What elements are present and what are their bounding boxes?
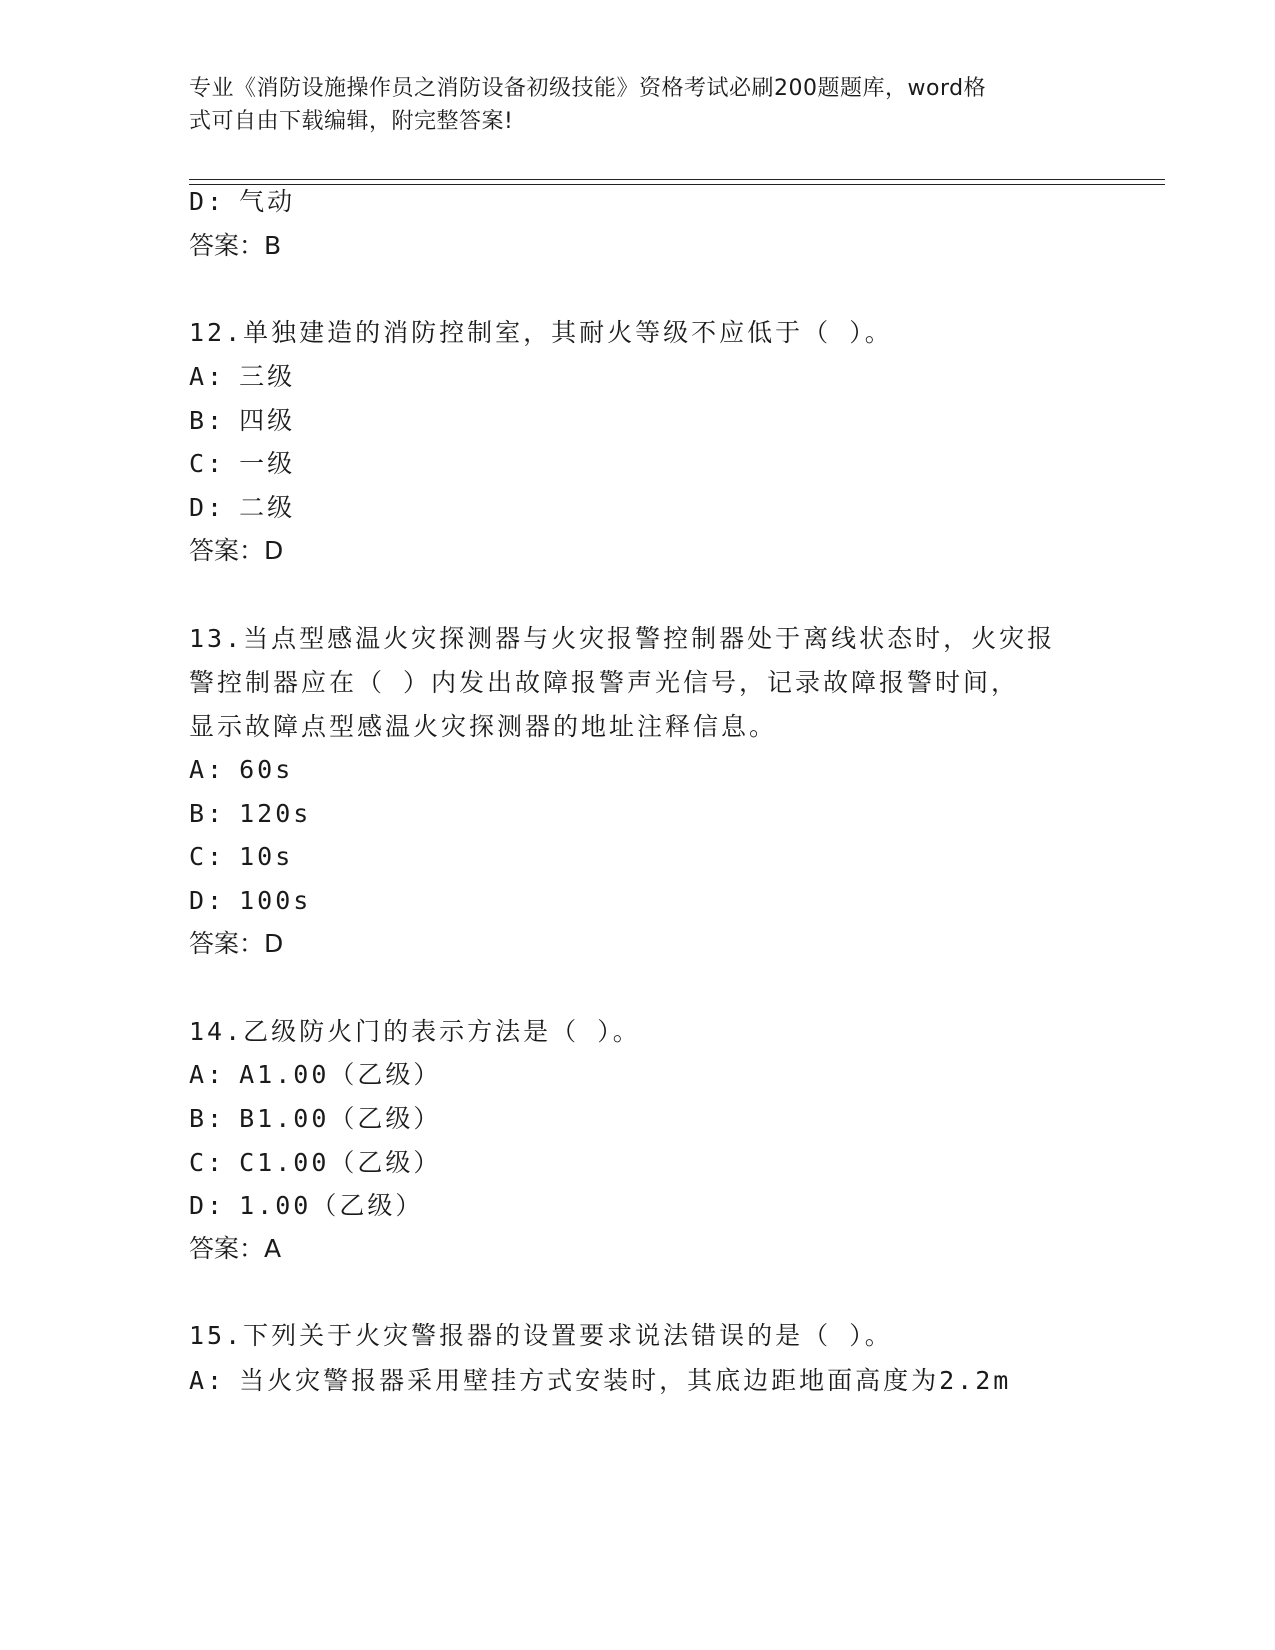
q14-option-a [189,1060,441,1090]
q13-option-c [189,842,293,872]
header-divider-bottom [189,184,1165,185]
q12-option-a [189,362,295,392]
answer-line: 答案：B [189,231,282,260]
q14-answer: 答案：A [189,1234,282,1263]
question-13-stem-line-1: 13.当点型感温火灾探测器与火灾报警控制器处于离线状态时，火灾报 [189,624,1056,653]
option-label: C: [189,449,226,478]
option-label: C: [189,1148,226,1177]
option-text: 二级 [239,493,296,522]
q14-option-d [189,1191,423,1221]
option-label: A: [189,1060,226,1089]
header-line-1: 专业《消防设施操作员之消防设备初级技能》资格考试必刷200题题库，word格 [189,76,987,101]
question-14-stem: 14.乙级防火门的表示方法是（ ）。 [189,1017,641,1046]
option-text: 120s [239,799,312,828]
q14-option-c [189,1148,441,1178]
option-text: 10s [239,842,294,871]
question-13-stem-line-2: 警控制器应在（ ）内发出故障报警声光信号，记录故障报警时间， [189,668,1020,697]
header-divider-top [189,179,1165,180]
q13-option-a [189,755,293,785]
option-text: 一级 [239,449,296,478]
option-text: 100s [239,886,312,915]
option-text: 当火灾警报器采用壁挂方式安装时，其底边距地面高度为2.2m [239,1366,1012,1395]
option-label: A: [189,755,226,784]
q14-option-b [189,1104,441,1134]
option-text: 四级 [239,406,296,435]
option-label: B: [189,1104,226,1133]
option-d [189,187,295,217]
q12-option-c [189,449,295,479]
option-label: A: [189,362,226,391]
option-label: C: [189,842,226,871]
q13-option-d [189,886,311,916]
option-label: D: [189,1191,226,1220]
q12-answer: 答案：D [189,536,284,565]
option-label: D: [189,187,226,216]
q13-answer: 答案：D [189,929,284,958]
q13-option-b [189,799,311,829]
option-text: 气动 [239,187,296,216]
option-text: 1.00（乙级） [239,1191,424,1220]
document-header [189,72,1089,138]
option-text: 三级 [239,362,296,391]
option-text: 60s [239,755,294,784]
q12-option-d [189,493,295,523]
header-line-2: 式可自由下载编辑，附完整答案! [189,109,514,134]
question-12-stem: 12.单独建造的消防控制室，其耐火等级不应低于（ ）。 [189,318,893,347]
question-13-stem-line-3: 显示故障点型感温火灾探测器的地址注释信息。 [189,712,778,741]
option-label: B: [189,799,226,828]
q15-option-a [189,1366,1011,1396]
option-label: A: [189,1366,226,1395]
option-label: D: [189,493,226,522]
option-text: B1.00（乙级） [239,1104,442,1133]
option-text: C1.00（乙级） [239,1148,442,1177]
option-label: D: [189,886,226,915]
question-15-stem: 15.下列关于火灾警报器的设置要求说法错误的是（ ）。 [189,1321,893,1350]
option-label: B: [189,406,226,435]
option-text: A1.00（乙级） [239,1060,442,1089]
q12-option-b [189,406,295,436]
